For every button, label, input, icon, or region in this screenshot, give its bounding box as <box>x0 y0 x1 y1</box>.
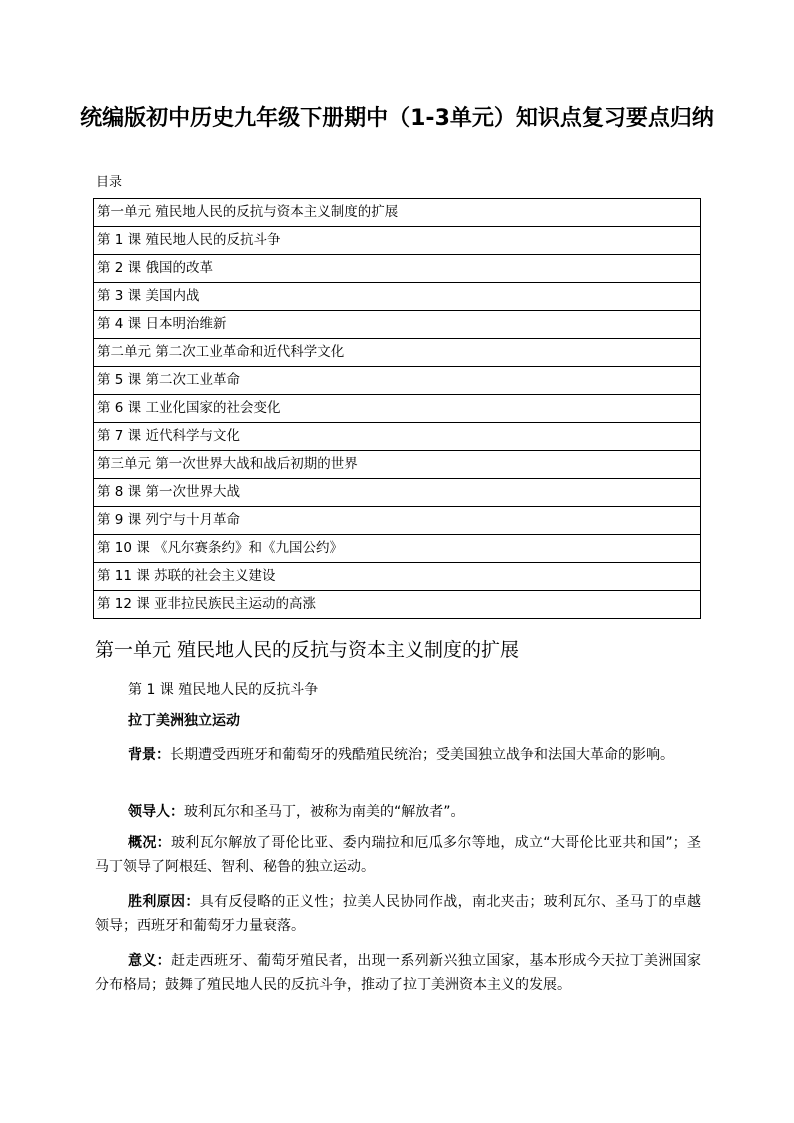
toc-row <box>94 563 701 591</box>
toc-label: 目录 <box>96 175 123 190</box>
term-label: 意义 <box>128 953 157 969</box>
toc-row <box>94 367 701 395</box>
toc-entry: 第 4 课 日本明治维新 <box>94 311 701 339</box>
table-of-contents <box>93 198 701 619</box>
toc-row <box>94 311 701 339</box>
toc-row <box>94 199 701 227</box>
toc-entry: 第 1 课 殖民地人民的反抗斗争 <box>94 227 701 255</box>
toc-row <box>94 283 701 311</box>
toc-row <box>94 451 701 479</box>
toc-row <box>94 339 701 367</box>
paragraph-background: 背景：长期遭受西班牙和葡萄牙的残酷殖民统治；受美国独立战争和法国大革命的影响。 <box>128 747 674 763</box>
paragraph-text: 赶走西班牙、葡萄牙殖民者，出现一系列新兴独立国家，基本形成今天拉丁美洲国家分布格局；鼓舞了殖民地人民的反抗斗争，推动了拉丁美洲资本主义的发展。 <box>95 953 702 993</box>
topic-title: 拉丁美洲独立运动 <box>128 713 240 729</box>
toc-entry: 第二单元 第二次工业革命和近代科学文化 <box>94 339 701 367</box>
term-label: 概况 <box>128 835 157 851</box>
toc-entry: 第 5 课 第二次工业革命 <box>94 367 701 395</box>
document-title: 统编版初中历史九年级下册期中（1-3单元）知识点复习要点归纳 <box>80 106 714 131</box>
toc-entry: 第 7 课 近代科学与文化 <box>94 423 701 451</box>
toc-row <box>94 535 701 563</box>
term-label: 胜利原因 <box>128 894 186 910</box>
paragraph-overview: 概况：玻利瓦尔解放了哥伦比亚、委内瑞拉和厄瓜多尔等地，成立“大哥伦比亚共和国”；圣马丁领导了阿根廷、智利、秘鲁的独立运动。 <box>95 835 701 875</box>
toc-row <box>94 255 701 283</box>
toc-entry: 第 3 课 美国内战 <box>94 283 701 311</box>
paragraph-leaders: 领导人：玻利瓦尔和圣马丁，被称为南美的“解放者”。 <box>128 804 465 820</box>
paragraph-text: 长期遭受西班牙和葡萄牙的残酷殖民统治；受美国独立战争和法国大革命的影响。 <box>170 747 674 763</box>
paragraph-significance: 意义：赶走西班牙、葡萄牙殖民者，出现一系列新兴独立国家，基本形成今天拉丁美洲国家分布格局；鼓舞了殖民地人民的反抗斗争，推动了拉丁美洲资本主义的发展。 <box>95 953 702 993</box>
unit-heading: 第一单元 殖民地人民的反抗与资本主义制度的扩展 <box>95 639 520 661</box>
toc-entry: 第 12 课 亚非拉民族民主运动的高涨 <box>94 591 701 619</box>
toc-row <box>94 395 701 423</box>
toc-entry: 第 9 课 列宁与十月革命 <box>94 507 701 535</box>
toc-entry: 第一单元 殖民地人民的反抗与资本主义制度的扩展 <box>94 199 701 227</box>
toc-row <box>94 591 701 619</box>
toc-entry: 第 2 课 俄国的改革 <box>94 255 701 283</box>
paragraph-text: 具有反侵略的正义性；拉美人民协同作战，南北夹击；玻利瓦尔、圣马丁的卓越领导；西班牙和葡萄牙力量衰落。 <box>95 894 702 934</box>
term-label: 领导人 <box>128 804 170 820</box>
toc-row <box>94 423 701 451</box>
toc-entry: 第 10 课 《凡尔赛条约》和《九国公约》 <box>94 535 701 563</box>
toc-entry: 第 11 课 苏联的社会主义建设 <box>94 563 701 591</box>
toc-entry: 第 6 课 工业化国家的社会变化 <box>94 395 701 423</box>
toc-entry: 第三单元 第一次世界大战和战后初期的世界 <box>94 451 701 479</box>
toc-entry: 第 8 课 第一次世界大战 <box>94 479 701 507</box>
paragraph-text: 玻利瓦尔和圣马丁，被称为南美的“解放者”。 <box>184 804 465 820</box>
paragraph-victory-reasons: 胜利原因：具有反侵略的正义性；拉美人民协同作战，南北夹击；玻利瓦尔、圣马丁的卓越领导；西班牙和葡萄牙力量衰落。 <box>95 894 702 934</box>
toc-row <box>94 479 701 507</box>
lesson-title: 第 1 课 殖民地人民的反抗斗争 <box>128 682 319 698</box>
toc-row <box>94 227 701 255</box>
term-label: 背景 <box>128 747 156 763</box>
toc-row <box>94 507 701 535</box>
paragraph-text: 玻利瓦尔解放了哥伦比亚、委内瑞拉和厄瓜多尔等地，成立“大哥伦比亚共和国”；圣马丁领导了阿根廷、智利、秘鲁的独立运动。 <box>95 835 701 875</box>
